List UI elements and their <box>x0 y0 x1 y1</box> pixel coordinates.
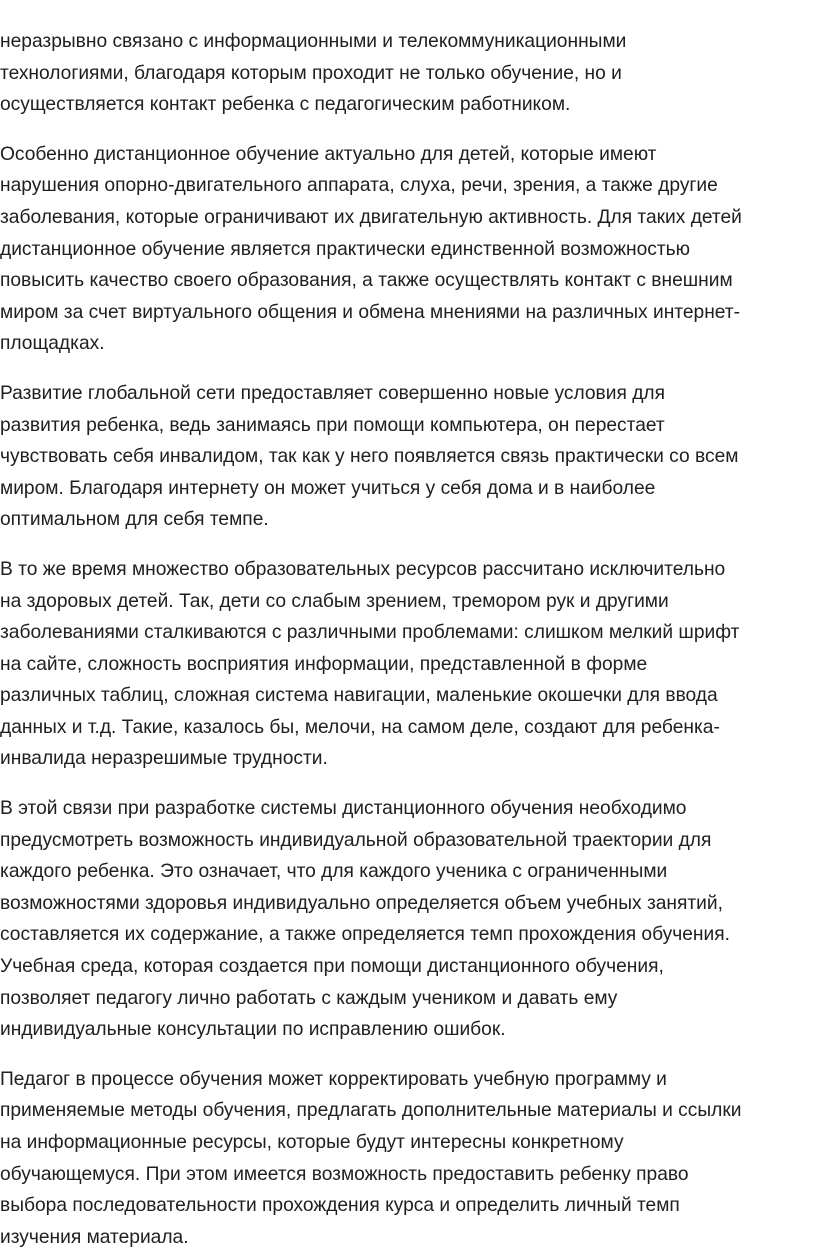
text-line: на информационные ресурсы, которые будут интересны конкретному <box>0 1132 624 1153</box>
text-line: данных и т.д. Такие, казалось бы, мелочи, на самом деле, создают для ребенка- <box>0 716 720 738</box>
text-line: Педагог в процессе обучения может корректировать учебную программу и <box>0 1068 667 1090</box>
text-line: составляется их содержание, а также определяется темп прохождения обучения. <box>0 924 730 946</box>
text-line: Учебная среда, которая создается при помощи дистанционного обучения, <box>0 956 664 978</box>
paragraph <box>0 139 816 360</box>
text-line: Особенно дистанционное обучение актуально для детей, которые имеют <box>0 143 657 165</box>
text-line: В этой связи при разработке системы дистанционного обучения необходимо <box>0 798 687 820</box>
text-line: технологиями, благодаря которым проходит не только обучение, но и <box>0 62 622 84</box>
text-line: инвалида неразрешимые трудности. <box>0 748 328 770</box>
text-line: миром за счет виртуального общения и обмена мнениями на различных интернет- <box>0 301 741 323</box>
text-line: площадках. <box>0 333 105 355</box>
text-line: позволяет педагогу лично работать с каждым учеником и давать ему <box>0 987 618 1009</box>
text-line: повысить качество своего образования, а также осуществлять контакт с внешним <box>0 270 733 292</box>
text-line: индивидуальные консультации по исправлению ошибок. <box>0 1019 506 1041</box>
text-line: различных таблиц, сложная система навигации, маленькие окошечки для ввода <box>0 685 718 707</box>
text-line: изучения материала. <box>0 1226 189 1248</box>
text-line: оптимальном для себя темпе. <box>0 509 269 531</box>
text-line: на здоровых детей. Так, дети со слабым зрением, тремором рук и другими <box>0 590 669 612</box>
text-line: выбора последовательности прохождения курса и определить личный темп <box>0 1195 680 1217</box>
text-line: каждого ребенка. Это означает, что для каждого ученика с ограниченными <box>0 861 668 883</box>
text-line: миром. Благодаря интернету он может учиться у себя дома и в наиболее <box>0 477 656 499</box>
text-line: обучающемуся. При этом имеется возможность предоставить ребенку право <box>0 1163 689 1185</box>
paragraph <box>0 26 816 121</box>
text-line: нарушения опорно-двигательного аппарата, слуха, речи, зрения, а также другие <box>0 175 718 197</box>
text-line: развития ребенка, ведь занимаясь при помощи компьютера, он перестает <box>0 414 665 436</box>
text-line: заболевания, которые ограничивают их двигательную активность. Для таких детей <box>0 206 742 228</box>
text-line: применяемые методы обучения, предлагать дополнительные материалы и ссылки <box>0 1100 742 1122</box>
paragraph <box>0 378 816 536</box>
text-line: В то же время множество образовательных ресурсов рассчитано исключительно <box>0 558 726 580</box>
paragraph <box>0 793 816 1046</box>
text-line: дистанционное обучение является практически единственной возможностью <box>0 238 691 260</box>
text-line: заболеваниями сталкиваются с различными проблемами: слишком мелкий шрифт <box>0 622 740 644</box>
text-line: предусмотреть возможность индивидуальной образовательной траектории для <box>0 829 712 851</box>
text-line: чувствовать себя инвалидом, так как у него появляется связь практически со всем <box>0 446 739 468</box>
text-line: Развитие глобальной сети предоставляет совершенно новые условия для <box>0 382 665 404</box>
text-line: на сайте, сложность восприятия информации, представленной в форме <box>0 653 648 675</box>
text-line: осуществляется контакт ребенка с педагогическим работником. <box>0 94 571 116</box>
text-line: неразрывно связано с информационными и телекоммуникационными <box>0 31 627 52</box>
paragraph <box>0 554 816 775</box>
text-line: возможностями здоровья индивидуально определяется объем учебных занятий, <box>0 892 723 914</box>
paragraph <box>0 1064 816 1253</box>
